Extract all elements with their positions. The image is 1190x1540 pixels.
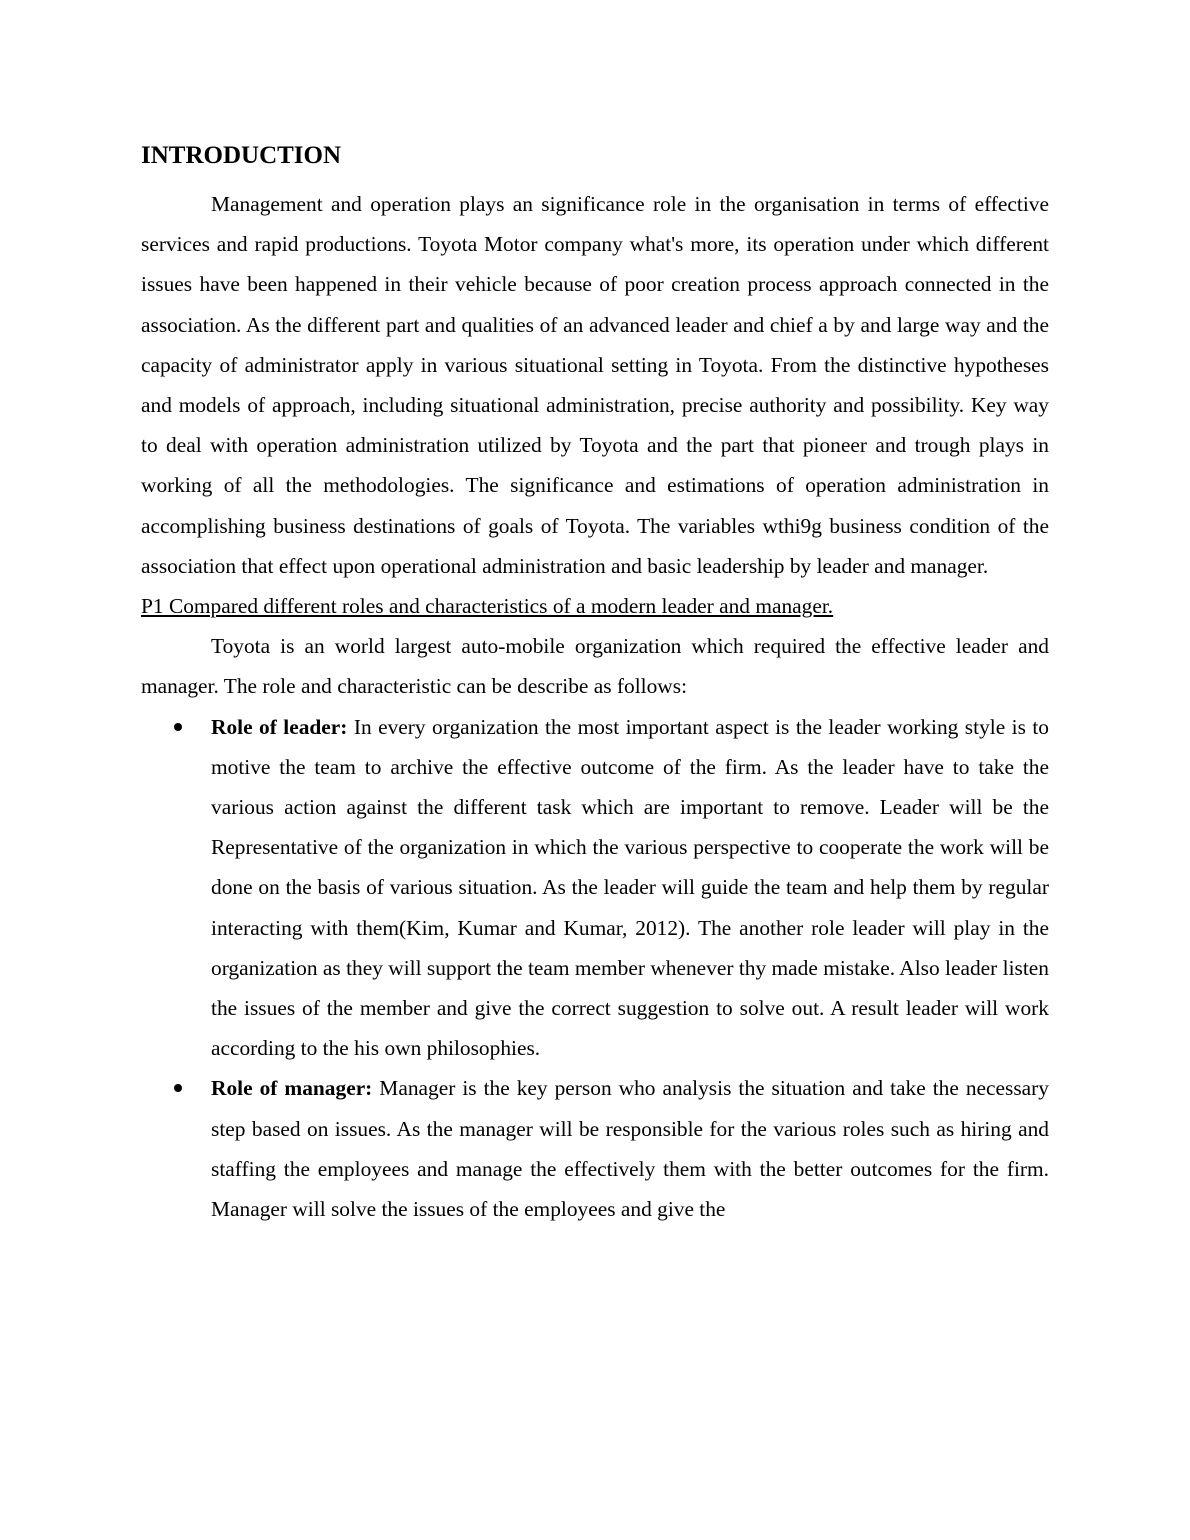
- bullet-text: Manager is the key person who analysis the situation and take the necessary step based on issues. As the manager will be responsible for the various roles such as hiring and staffing the employees and manage the effectively them with the better outcomes for the firm. Manager will solve the issues of the employees and give the: [211, 1076, 1049, 1222]
- bullet-term: Role of leader:: [211, 714, 348, 739]
- bullet-icon: [174, 723, 182, 731]
- bullet-text: In every organization the most important aspect is the leader working style is to motive the team to archive the effective outcome of the firm. As the leader have to take the various action against the different task which are important to remove. Leader will be the Representative of the organization in which the various perspective to cooperate the work will be done on the basis of various situation. As the leader will guide the team and help them by regular interacting with them(Kim, Kumar and Kumar, 2012). The another role leader will play in the organization as they will support the team member whenever thy made mistake. Also leader listen the issues of the member and give the correct suggestion to solve out. A result leader will work according to the his own philosophies.: [211, 714, 1049, 1061]
- document-page: [141, 140, 1049, 1229]
- page-title: INTRODUCTION: [141, 142, 342, 169]
- intro-paragraph: Management and operation plays an significance role in the organisation in terms of effective services and rapid productions. Toyota Motor company what's more, its operation under which different issues have been happened in their vehicle because of poor creation process approach connected in the association. As the different part and qualities of an advanced leader and chief a by and large way and the capacity of administrator apply in various situational setting in Toyota. From the distinctive hypotheses and models of approach, including situational administration, precise authority and possibility. Key way to deal with operation administration utilized by Toyota and the part that pioneer and trough plays in working of all the methodologies. The significance and estimations of operation administration in accomplishing business destinations of goals of Toyota. The variables wthi9g business condition of the association that effect upon operational administration and basic leadership by leader and manager.: [141, 192, 1049, 578]
- bullet-icon: [174, 1084, 182, 1092]
- bullet-list: [141, 707, 1049, 1230]
- section-paragraph: Toyota is an world largest auto-mobile organization which required the effective leader and manager. The role and characteristic can be describe as follows:: [141, 634, 1049, 699]
- bullet-item-manager: [141, 1068, 1049, 1229]
- section-heading: P1 Compared different roles and characteristics of a modern leader and manager.: [141, 594, 834, 619]
- bullet-item-leader: [141, 707, 1049, 1069]
- bullet-term: Role of manager:: [211, 1076, 373, 1101]
